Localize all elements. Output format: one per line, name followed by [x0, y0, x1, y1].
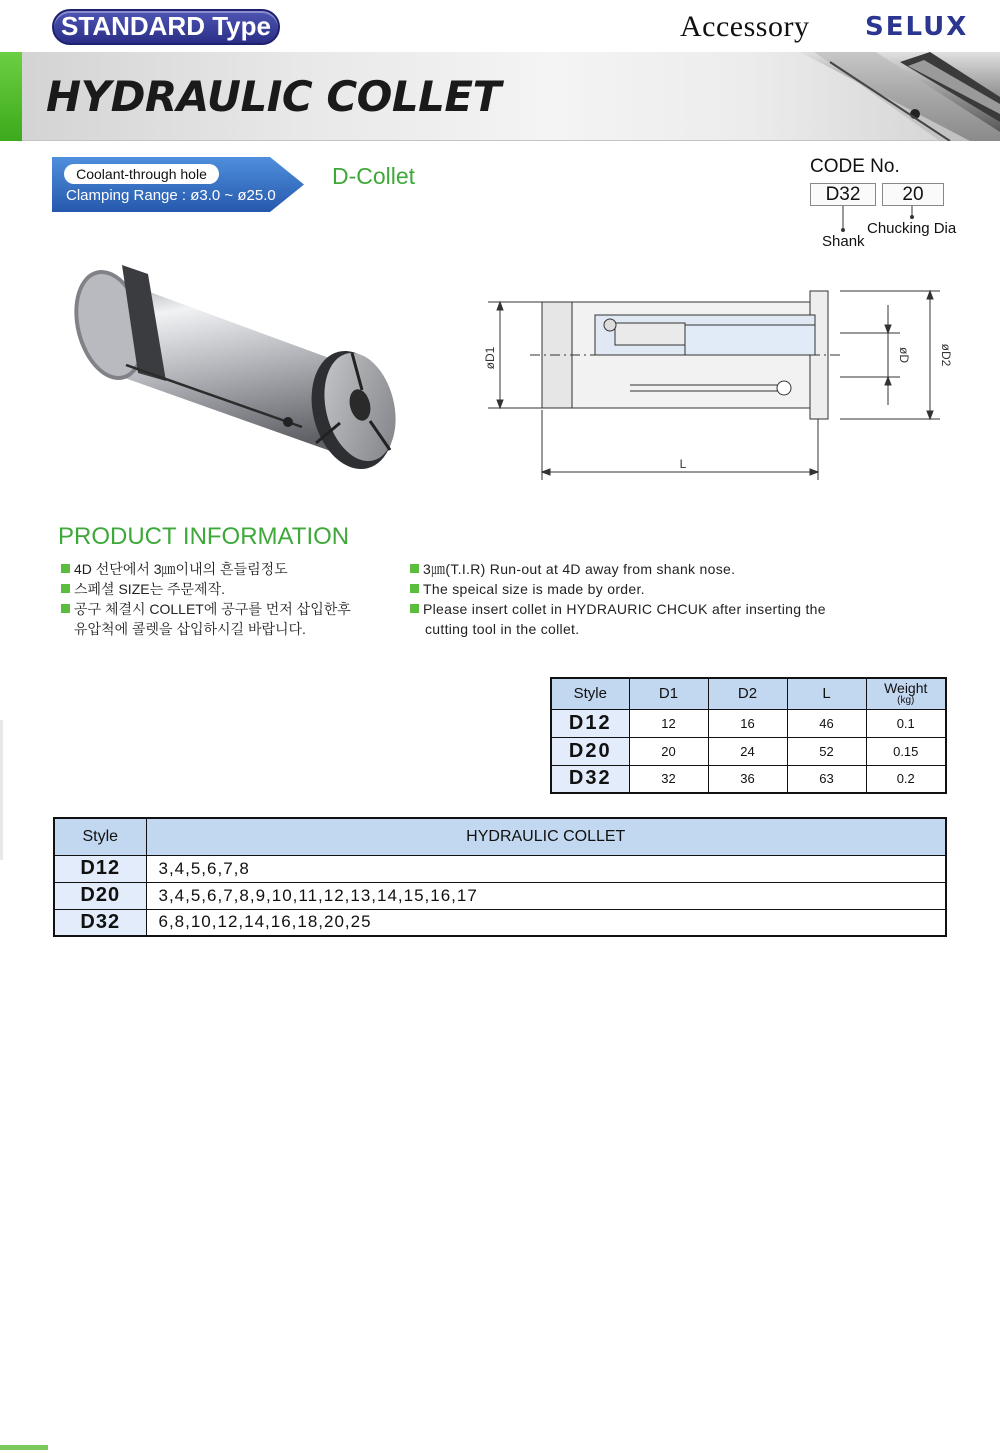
table-cell: 36 — [708, 765, 787, 793]
table-header-row — [54, 818, 946, 855]
d2-label: øD2 — [939, 343, 953, 367]
column-header — [866, 678, 946, 709]
info-bullet: 공구 체결시 COLLET에 공구를 먼저 삽입한후 — [60, 599, 530, 619]
d-label: øD — [897, 347, 911, 363]
chucking-dia-code-box: 20 — [882, 183, 944, 206]
table-cell: 63 — [787, 765, 866, 793]
info-bullet: The speical size is made by order. — [409, 579, 879, 599]
style-cell: D20 — [551, 737, 629, 765]
info-bullet: 4D 선단에서 3㎛이내의 흔들림정도 — [60, 559, 530, 579]
collet-size-table — [53, 817, 947, 937]
product-type-label: D-Collet — [332, 163, 416, 189]
table-cell: 46 — [787, 709, 866, 737]
english-info-list — [409, 559, 879, 639]
product-information-title: PRODUCT INFORMATION — [58, 523, 350, 550]
technical-drawing — [470, 285, 960, 480]
code-number-label: CODE No. — [810, 156, 900, 177]
table-header-row — [551, 678, 946, 709]
table-cell: 24 — [708, 737, 787, 765]
table-cell: 52 — [787, 737, 866, 765]
d1-label: øD1 — [483, 346, 497, 370]
info-bullet: Please insert collet in HYDRAURIC CHCUK after inserting the — [409, 599, 879, 619]
l-label: L — [679, 457, 687, 471]
chucking-dia-caption: Chucking Dia — [867, 220, 957, 237]
table-cell: 16 — [708, 709, 787, 737]
weight-unit: (kg) — [897, 695, 915, 707]
dimension-spec-table — [550, 677, 947, 794]
size-list-cell: 6,8,10,12,14,16,18,20,25 — [146, 909, 946, 936]
table-row — [551, 765, 946, 793]
standard-type-badge: STANDARD Type — [52, 9, 280, 45]
column-header: D2 — [708, 678, 787, 709]
shank-code-box: D32 — [810, 183, 876, 206]
info-bullet: 스페셜 SIZE는 주문제작. — [60, 579, 530, 599]
info-bullet: 3㎛(T.I.R) Run-out at 4D away from shank nose. — [409, 559, 879, 579]
table-row — [54, 855, 946, 882]
style-cell: D20 — [54, 882, 146, 909]
table-row — [54, 909, 946, 936]
header-collet-image — [800, 52, 1000, 141]
page-title: HYDRAULIC COLLET — [46, 72, 501, 121]
coolant-through-pill: Coolant-through hole — [64, 164, 219, 184]
page-edge-mark — [0, 720, 3, 860]
info-bullet-continuation: cutting tool in the collet. — [425, 621, 580, 637]
column-header: L — [787, 678, 866, 709]
bottom-accent-bar — [0, 1445, 48, 1450]
table-row — [551, 737, 946, 765]
column-header: Style — [54, 818, 146, 855]
brand-logo: SELUX — [865, 12, 969, 42]
weight-header: Weight — [884, 680, 928, 697]
column-header: D1 — [629, 678, 708, 709]
style-cell: D12 — [551, 709, 629, 737]
table-cell: 12 — [629, 709, 708, 737]
style-cell: D32 — [54, 909, 146, 936]
column-header: Style — [551, 678, 629, 709]
table-cell: 0.1 — [866, 709, 946, 737]
style-cell: D32 — [551, 765, 629, 793]
size-list-cell: 3,4,5,6,7,8 — [146, 855, 946, 882]
section-label: Accessory — [680, 10, 810, 43]
table-cell: 32 — [629, 765, 708, 793]
style-cell: D12 — [54, 855, 146, 882]
size-list-cell: 3,4,5,6,7,8,9,10,11,12,13,14,15,16,17 — [146, 882, 946, 909]
table-cell: 0.15 — [866, 737, 946, 765]
collet-photo — [70, 255, 410, 490]
table-cell: 20 — [629, 737, 708, 765]
table-row — [551, 709, 946, 737]
table-row — [54, 882, 946, 909]
info-bullet-continuation: 유압척에 콜렛을 삽입하시길 바랍니다. — [74, 621, 306, 637]
title-accent-bar — [0, 52, 22, 141]
column-header: HYDRAULIC COLLET — [146, 818, 946, 855]
shank-caption: Shank — [822, 233, 865, 250]
clamping-range-text: Clamping Range : ø3.0 ~ ø25.0 — [66, 187, 276, 204]
table-cell: 0.2 — [866, 765, 946, 793]
